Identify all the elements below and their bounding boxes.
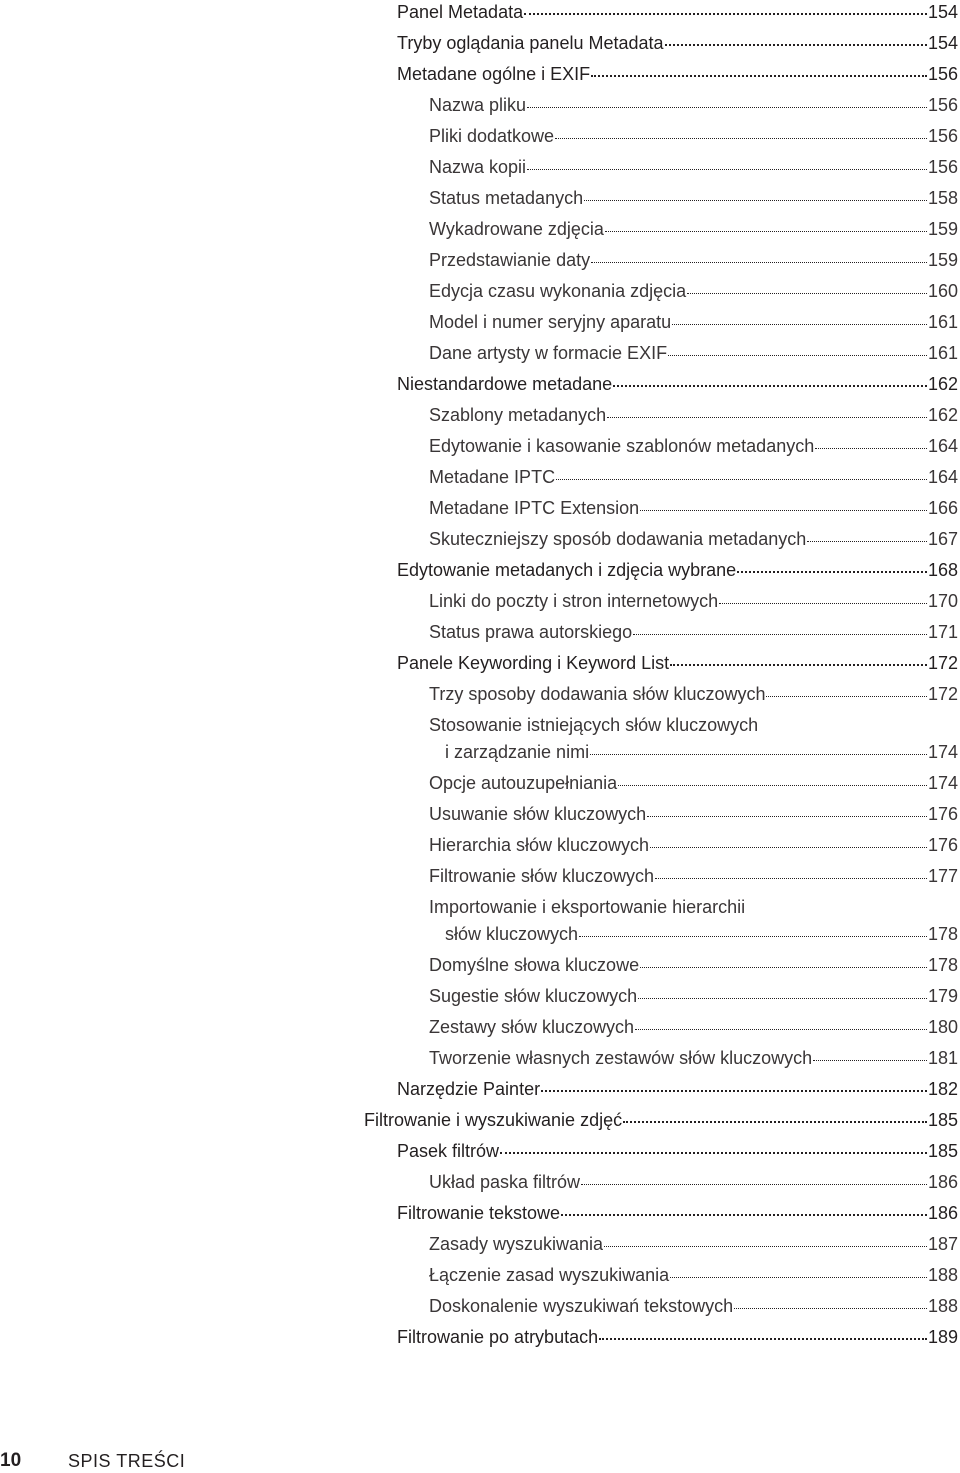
toc-entry-title: Filtrowanie tekstowe (397, 1203, 561, 1223)
toc-entry[interactable] (397, 1326, 958, 1348)
toc-entry[interactable] (429, 1047, 958, 1069)
dot-leader (613, 385, 927, 387)
dot-leader (527, 169, 927, 170)
toc-entry[interactable] (429, 865, 958, 887)
toc-page-number: 161 (927, 343, 958, 363)
page-number: 10 (0, 1450, 22, 1471)
toc-entry-title: Sugestie słów kluczowych (429, 986, 638, 1006)
dot-leader (655, 878, 927, 879)
toc-page-number: 156 (927, 157, 958, 177)
toc-entry[interactable] (397, 1140, 958, 1162)
toc-entry[interactable] (429, 683, 958, 705)
dot-leader (672, 324, 927, 325)
dot-leader (623, 1121, 927, 1123)
toc-entry[interactable] (429, 218, 958, 240)
dot-leader (590, 754, 927, 755)
toc-entry[interactable] (429, 923, 958, 945)
toc-page-number: 188 (927, 1265, 958, 1285)
toc-entry[interactable] (429, 404, 958, 426)
toc-page-number: 172 (927, 653, 958, 673)
toc-entry[interactable] (429, 187, 958, 209)
dot-leader (618, 785, 927, 786)
toc-page-number: 182 (927, 1079, 958, 1099)
toc-entry[interactable] (397, 32, 958, 54)
toc-page-number: 172 (927, 684, 958, 704)
toc-entry-title: Doskonalenie wyszukiwań tekstowych (429, 1296, 734, 1316)
dot-leader (719, 603, 927, 604)
dot-leader (815, 448, 927, 449)
toc-page-number: 170 (927, 591, 958, 611)
toc-page-number: 160 (927, 281, 958, 301)
dot-leader (640, 510, 927, 511)
toc-entry[interactable] (429, 834, 958, 856)
toc-entry[interactable] (429, 1295, 958, 1317)
toc-entry-title: Domyślne słowa kluczowe (429, 955, 640, 975)
dot-leader (640, 967, 927, 968)
toc-entry[interactable] (429, 497, 958, 519)
toc-entry-title: Edycja czasu wykonania zdjęcia (429, 281, 687, 301)
toc-entry-title: Status metadanych (429, 188, 584, 208)
toc-entry[interactable] (429, 435, 958, 457)
dot-leader (670, 1277, 927, 1278)
toc-entry[interactable] (429, 1264, 958, 1286)
dot-leader (541, 1090, 927, 1092)
dot-leader (524, 13, 927, 15)
toc-entry[interactable] (429, 954, 958, 976)
toc-entry-title: Łączenie zasad wyszukiwania (429, 1265, 670, 1285)
toc-page-number: 181 (927, 1048, 958, 1068)
dot-leader (500, 1152, 927, 1154)
toc-page-number: 188 (927, 1296, 958, 1316)
toc-entry[interactable] (429, 466, 958, 488)
toc-entry[interactable] (364, 1109, 958, 1131)
toc-page-number: 167 (927, 529, 958, 549)
toc-entry-title: Nazwa kopii (429, 157, 527, 177)
toc-entry-title: Metadane ogólne i EXIF (397, 64, 591, 84)
toc-entry-title: Filtrowanie i wyszukiwanie zdjęć (364, 1110, 623, 1130)
toc-page-number: 177 (927, 866, 958, 886)
dot-leader (665, 44, 927, 46)
dot-leader (647, 816, 927, 817)
dot-leader (581, 1184, 927, 1185)
dot-leader (668, 355, 927, 356)
dot-leader (607, 417, 927, 418)
toc-entry[interactable] (429, 249, 958, 271)
toc-entry-title: Panel Metadata (397, 2, 524, 22)
toc-page-number: 174 (927, 742, 958, 762)
toc-page-number: 158 (927, 188, 958, 208)
dot-leader (670, 664, 927, 666)
toc-entry-title: Importowanie i eksportowanie hierarchii (429, 897, 746, 917)
toc-page-number: 185 (927, 1141, 958, 1161)
toc-entry-title: Trzy sposoby dodawania słów kluczowych (429, 684, 766, 704)
toc-entry-title: Skuteczniejszy sposób dodawania metadanych (429, 529, 807, 549)
toc-entry-title: Nazwa pliku (429, 95, 527, 115)
section-label: SPIS TREŚCI (68, 1451, 186, 1471)
dot-leader (604, 1246, 927, 1247)
dot-leader (687, 293, 927, 294)
toc-page-number: 185 (927, 1110, 958, 1130)
toc-entry-title: Zestawy słów kluczowych (429, 1017, 635, 1037)
toc-entry[interactable] (429, 1016, 958, 1038)
dot-leader (599, 1338, 927, 1340)
dot-leader (584, 200, 927, 201)
toc-entry-title: Panele Keywording i Keyword List (397, 653, 670, 673)
dot-leader (807, 541, 927, 542)
toc-page-number: 186 (927, 1203, 958, 1223)
dot-leader (555, 138, 927, 139)
dot-leader (734, 1308, 927, 1309)
toc-entry-title: Zasady wyszukiwania (429, 1234, 604, 1254)
dot-leader (527, 107, 927, 108)
toc-entry[interactable] (397, 63, 958, 85)
toc-entry-title: Edytowanie metadanych i zdjęcia wybrane (397, 560, 737, 580)
toc-entry-title: Szablony metadanych (429, 405, 607, 425)
toc-entry-title: Metadane IPTC (429, 467, 556, 487)
toc-entry[interactable] (429, 156, 958, 178)
dot-leader (638, 998, 927, 999)
toc-entry[interactable] (429, 590, 958, 612)
toc-entry-title: Linki do poczty i stron internetowych (429, 591, 719, 611)
toc-page-number: 162 (927, 405, 958, 425)
toc-entry[interactable] (429, 772, 958, 794)
dot-leader (650, 847, 927, 848)
toc-entry[interactable] (397, 1202, 958, 1224)
toc-page-number: 189 (927, 1327, 958, 1347)
toc-entry[interactable] (397, 1, 958, 23)
toc-page-number: 159 (927, 219, 958, 239)
toc-entry[interactable] (397, 1078, 958, 1100)
toc-entry-title: Filtrowanie po atrybutach (397, 1327, 599, 1347)
toc-page-number: 168 (927, 560, 958, 580)
toc-entry[interactable] (397, 373, 958, 395)
toc-page-number: 154 (927, 33, 958, 53)
toc-page-number: 159 (927, 250, 958, 270)
toc-entry[interactable] (429, 1171, 958, 1193)
dot-leader (591, 75, 927, 77)
dot-leader (561, 1214, 927, 1216)
toc-entry-title: Usuwanie słów kluczowych (429, 804, 647, 824)
toc-page-number: 162 (927, 374, 958, 394)
toc-page-number: 164 (927, 436, 958, 456)
dot-leader (556, 479, 927, 480)
toc-entry[interactable] (429, 528, 958, 550)
toc-entry-title: Model i numer seryjny aparatu (429, 312, 672, 332)
toc-entry[interactable] (429, 1233, 958, 1255)
toc-entry[interactable] (429, 280, 958, 302)
dot-leader (635, 1029, 927, 1030)
toc-entry-title: Tworzenie własnych zestawów słów kluczowych (429, 1048, 813, 1068)
dot-leader (766, 696, 926, 697)
dot-leader (633, 634, 927, 635)
toc-entry-title: Edytowanie i kasowanie szablonów metadanych (429, 436, 815, 456)
toc-entry[interactable] (429, 125, 958, 147)
toc-entry-title: słów kluczowych (445, 924, 579, 944)
toc-page-number: 178 (927, 924, 958, 944)
dot-leader (579, 936, 927, 937)
toc-page-number: 156 (927, 95, 958, 115)
toc-entry[interactable] (429, 311, 958, 333)
toc-entry-title: Opcje autouzupełniania (429, 773, 618, 793)
toc-entry-title: Metadane IPTC Extension (429, 498, 640, 518)
toc-entry-title: Hierarchia słów kluczowych (429, 835, 650, 855)
toc-page-number: 176 (927, 804, 958, 824)
toc-entry[interactable] (429, 342, 958, 364)
toc-entry-title: Pliki dodatkowe (429, 126, 555, 146)
dot-leader (813, 1060, 927, 1061)
dot-leader (591, 262, 927, 263)
toc-entry-title: Układ paska filtrów (429, 1172, 581, 1192)
toc-page-number: 156 (927, 126, 958, 146)
toc-page-number: 164 (927, 467, 958, 487)
toc-entry[interactable] (429, 741, 958, 763)
toc-page-number: 154 (927, 2, 958, 22)
toc-entry-title: Tryby oglądania panelu Metadata (397, 33, 664, 53)
toc-entry[interactable] (429, 94, 958, 116)
dot-leader (737, 571, 927, 573)
toc-page-number: 166 (927, 498, 958, 518)
toc-page-number: 178 (927, 955, 958, 975)
toc-page-number: 174 (927, 773, 958, 793)
toc-page-number: 176 (927, 835, 958, 855)
toc-page-number: 171 (927, 622, 958, 642)
toc-page-number: 161 (927, 312, 958, 332)
toc-entry[interactable] (429, 621, 958, 643)
toc-page-number: 156 (927, 64, 958, 84)
toc-entry-title: Pasek filtrów (397, 1141, 500, 1161)
toc-entry-title: Filtrowanie słów kluczowych (429, 866, 655, 886)
page-footer (0, 1448, 300, 1473)
toc-page-number: 180 (927, 1017, 958, 1037)
dot-leader (605, 231, 927, 232)
toc-entry-title: Dane artysty w formacie EXIF (429, 343, 668, 363)
toc-entry-title: i zarządzanie nimi (445, 742, 590, 762)
toc-entry[interactable] (429, 803, 958, 825)
toc-page-number: 187 (927, 1234, 958, 1254)
toc-entry-title: Wykadrowane zdjęcia (429, 219, 604, 239)
toc-page-number: 186 (927, 1172, 958, 1192)
toc-entry-title: Narzędzie Painter (397, 1079, 541, 1099)
toc-entry[interactable] (397, 652, 958, 674)
toc-entry-title: Status prawa autorskiego (429, 622, 633, 642)
toc-entry-title: Niestandardowe metadane (397, 374, 613, 394)
toc-page-number: 179 (927, 986, 958, 1006)
toc-entry-title: Stosowanie istniejących słów kluczowych (429, 715, 759, 735)
toc-entry[interactable] (397, 559, 958, 581)
toc-entry[interactable] (429, 985, 958, 1007)
toc-entry-title: Przedstawianie daty (429, 250, 591, 270)
